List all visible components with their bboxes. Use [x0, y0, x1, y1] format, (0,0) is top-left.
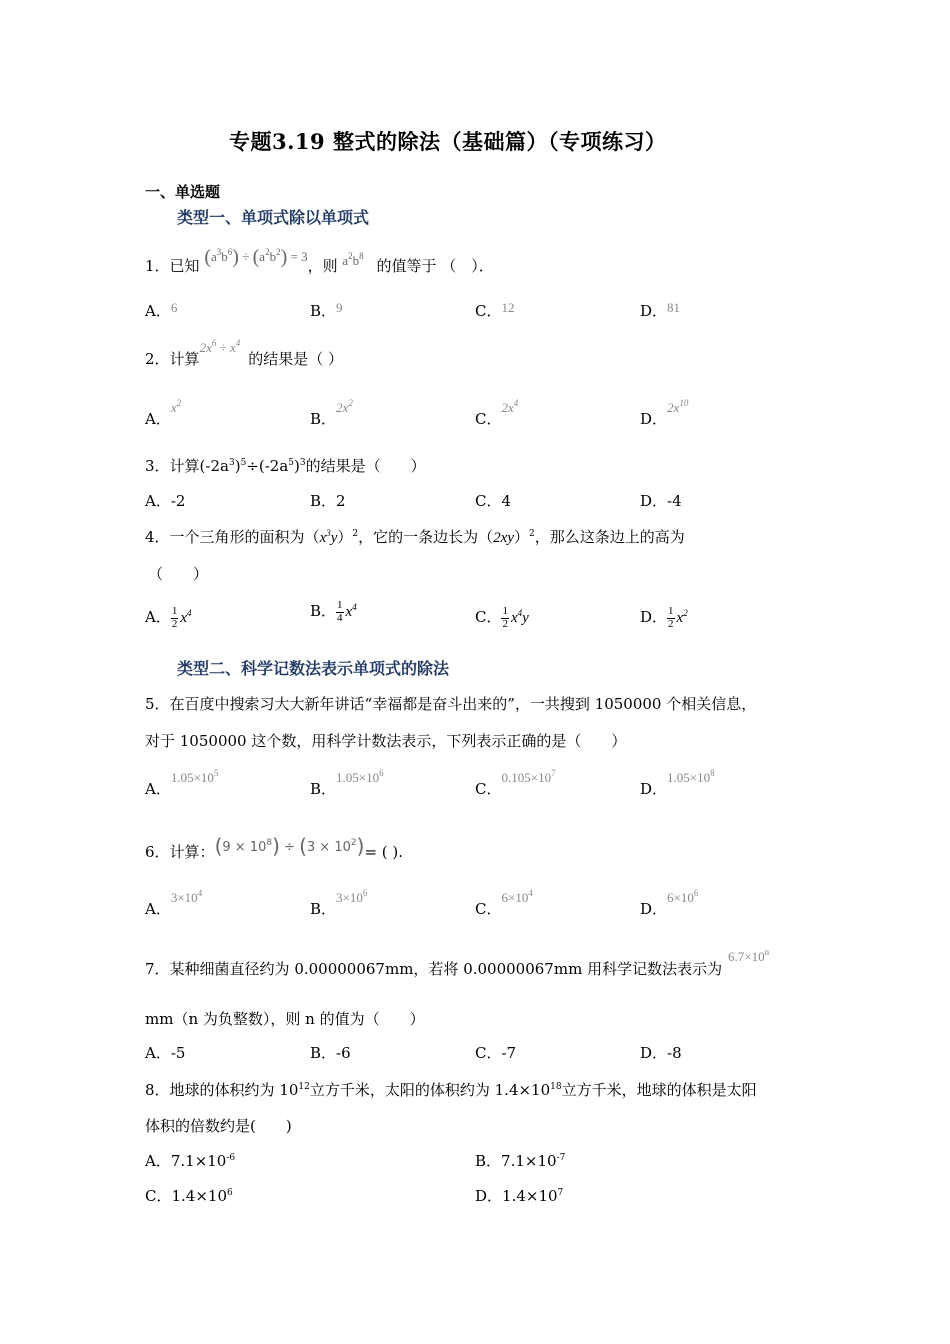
question-3: 3．计算$(-2a^3)^5\div(-2a^5)^3$的结果是（ ）	[145, 457, 426, 475]
section-heading-single-choice: 一、单选题	[145, 183, 221, 201]
option-b[interactable]: B．-6	[310, 1044, 351, 1062]
option-b[interactable]: B．9	[310, 300, 343, 320]
option-c[interactable]: C． $\frac{1}{2}$ $x^4y$	[475, 605, 529, 630]
option-a[interactable]: A．$x^2$	[145, 398, 182, 428]
option-d[interactable]: D．$1.05\times 10^8$	[640, 768, 715, 798]
option-b[interactable]: B．$2x^2$	[310, 398, 353, 428]
option-d[interactable]: D．-4	[640, 492, 682, 510]
question-number: 1．	[145, 257, 170, 275]
option-d[interactable]: D．81	[640, 300, 681, 320]
question-5: 5．在百度中搜索习大大新年讲话“幸福都是奋斗出来的”，一共搜到 1050000 个相关信息，	[145, 695, 757, 713]
math-expression: $(9 \times 10^8) \div (3 \times 10^2)$	[214, 834, 365, 858]
option-c[interactable]: C．-7	[475, 1044, 517, 1062]
option-b[interactable]: B．2	[310, 492, 346, 510]
option-c[interactable]: C．$2x^4$	[475, 398, 519, 428]
option-a[interactable]: A． $\frac{1}{2}$ $x^4$	[145, 605, 192, 630]
option-a[interactable]: A．6	[145, 300, 178, 320]
question-2: 2．计算$2x^6 \div x^4$的结果是（ ）	[145, 338, 344, 368]
option-c[interactable]: C．12	[475, 300, 515, 320]
question-8-line-2: 体积的倍数约是( )	[145, 1117, 292, 1135]
option-a[interactable]: A．$7.1\times 10^{-6}$	[145, 1152, 236, 1170]
math-expression: $(a^3b^6) \div (a^2b^2) = 3$	[204, 246, 308, 268]
math-expression: $6.7\times 10^n$	[728, 947, 770, 964]
option-b[interactable]: B．$3\times 10^6$	[310, 888, 368, 918]
option-c[interactable]: C．4	[475, 492, 512, 510]
question-text: 已知	[169, 257, 200, 275]
question-8: 8．地球的体积约为 $10^{12}$立方千米，太阳的体积约为 $1.4\times 10^{18}$立方千米，地球的体积是太阳	[145, 1081, 757, 1099]
option-d[interactable]: D．-8	[640, 1044, 682, 1062]
option-d[interactable]: D．$6\times 10^6$	[640, 888, 699, 918]
option-a[interactable]: A．-2	[145, 492, 186, 510]
math-expression: $a^2b^8$	[342, 251, 364, 268]
option-c[interactable]: C．$0.105\times 10^7$	[475, 768, 556, 798]
option-c[interactable]: C．$6\times 10^4$	[475, 888, 533, 918]
option-b[interactable]: B．$1.05\times 10^6$	[310, 768, 384, 798]
question-5-line-2: 对于 1050000 这个数，用科学计数法表示，下列表示正确的是（ ）	[145, 732, 627, 750]
question-4: 4．一个三角形的面积为$(x^3y)^2$，它的一条边长为$(2xy)^2$，那么这条边上的高为	[145, 528, 685, 546]
option-b[interactable]: B．$7.1\times 10^{-7}$	[475, 1152, 566, 1170]
option-d[interactable]: D． $\frac{1}{2}$ $x^2$	[640, 605, 688, 630]
option-a[interactable]: A．$1.05\times 10^5$	[145, 768, 219, 798]
option-d[interactable]: D．$2x^{10}$	[640, 398, 689, 428]
option-d[interactable]: D．$1.4\times 10^7$	[475, 1187, 564, 1205]
question-7-line-2: mm（n 为负整数），则 n 的值为（ ）	[145, 1010, 425, 1028]
math-expression: $2x^6 \div x^4$	[199, 338, 241, 355]
question-1: 1．已知 $(a^3b^6) \div (a^2b^2) = 3$，则 $a^2b^8$ 的值等于 （ ）．	[145, 246, 494, 275]
type-heading-2: 类型二、科学记数法表示单项式的除法	[177, 659, 450, 678]
page-title: 专题3.19 整式的除法（基础篇）（专项练习）	[229, 129, 667, 154]
question-6: 6．计算：$(9 \times 10^8) \div (3 \times 10^2)=$ ( ).	[145, 834, 404, 861]
option-a[interactable]: A．$3\times 10^4$	[145, 888, 203, 918]
option-a[interactable]: A．-5	[145, 1044, 186, 1062]
option-b[interactable]: B． $\frac{1}{4}$ $x^4$	[310, 599, 357, 624]
question-7: 7．某种细菌直径约为 0.00000067mm，若将 0.00000067mm 用科学记数法表示为	[145, 960, 723, 978]
answer-blank: （ ）	[148, 565, 209, 583]
type-heading-1: 类型一、单项式除以单项式	[177, 208, 370, 227]
option-c[interactable]: C．$1.4\times 10^6$	[145, 1187, 233, 1205]
